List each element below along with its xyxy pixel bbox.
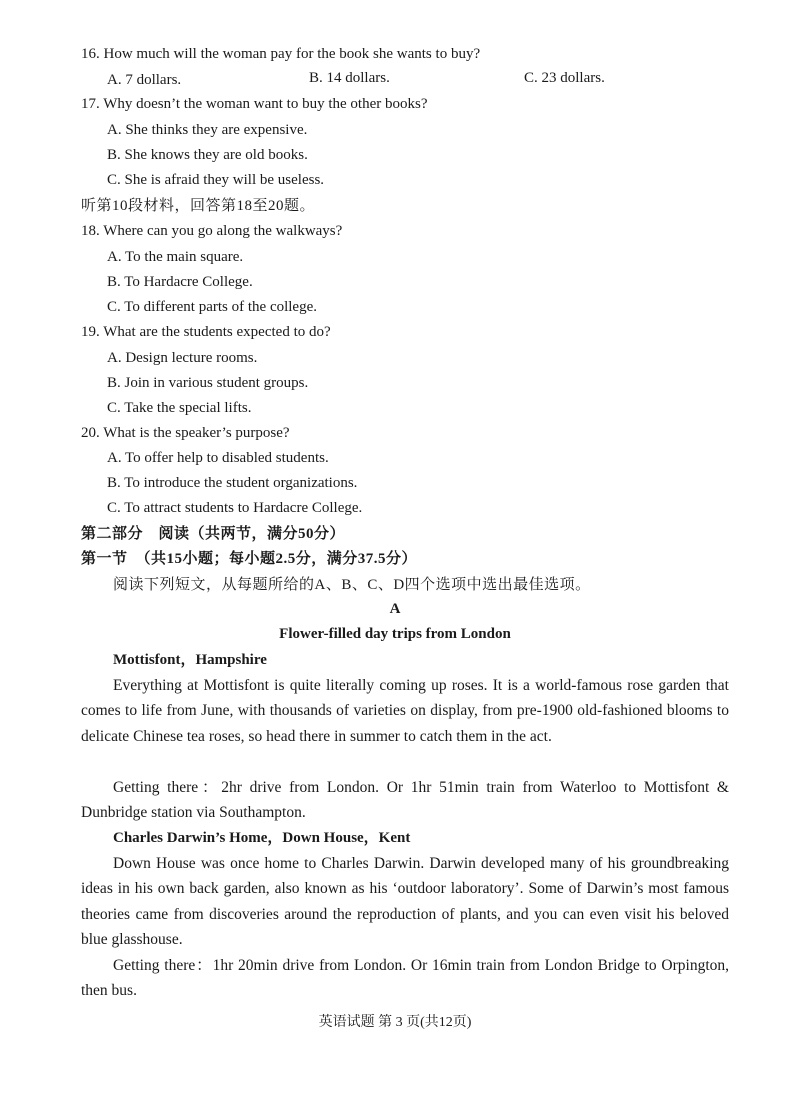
place-heading-down-house: Charles Darwin’s Home，Down House，Kent	[113, 830, 411, 846]
option-20b: B. To introduce the student organizations.	[107, 475, 358, 491]
option-18c: C. To different parts of the college.	[107, 299, 317, 315]
down-house-getting-there	[81, 953, 729, 1004]
option-17b: B. She knows they are old books.	[107, 147, 308, 163]
passage-letter: A	[389, 601, 401, 617]
question-19: 19. What are the students expected to do?	[81, 324, 331, 340]
question-20: 20. What is the speaker’s purpose?	[81, 425, 290, 441]
mottisfont-getting-there	[81, 775, 729, 826]
listening-instruction: 听第10段材料，回答第18至20题。	[81, 198, 316, 214]
down-house-getting-text: Getting there：1hr 20min drive from London. Or 16min train from London Bridge to Orpington, then bus.	[81, 957, 729, 1000]
option-16a: A. 7 dollars.	[107, 72, 182, 88]
question-16: 16. How much will the woman pay for the book she wants to buy?	[81, 46, 481, 62]
option-19b: B. Join in various student groups.	[107, 375, 309, 391]
mottisfont-body: Everything at Mottisfont is quite literally coming up roses. It is a world-famous rose garden that comes to life from June, with thousands of varieties on display, from pre-1900 old-fashioned blooms to delicate Chinese tea roses, so head there in summer to catch them in the act.	[81, 677, 729, 745]
option-19a: A. Design lecture rooms.	[107, 350, 258, 366]
question-18: 18. Where can you go along the walkways?	[81, 223, 343, 239]
option-17a: A. She thinks they are expensive.	[107, 122, 308, 138]
part-two-heading: 第二部分 阅读（共两节，满分50分）	[81, 526, 346, 542]
down-house-description	[81, 851, 729, 953]
option-16b: B. 14 dollars.	[309, 70, 390, 86]
option-18b: B. To Hardacre College.	[107, 274, 253, 290]
section-one-heading: 第一节 （共15小题；每小题2.5分，满分37.5分）	[81, 551, 418, 567]
passage-title: Flower-filled day trips from London	[279, 626, 511, 642]
option-20a: A. To offer help to disabled students.	[107, 450, 329, 466]
option-18a: A. To the main square.	[107, 249, 244, 265]
reading-instruction: 阅读下列短文，从每题所给的A、B、C、D四个选项中选出最佳选项。	[113, 577, 591, 593]
place-heading-mottisfont: Mottisfont，Hampshire	[113, 652, 267, 668]
question-17: 17. Why doesn’t the woman want to buy the other books?	[81, 96, 428, 112]
down-house-body: Down House was once home to Charles Darwin. Darwin developed many of his groundbreaking ideas in his own back garden, also known as his ‘outdoor laboratory’. Some of Darwin’s most famous theories came from discoveries around the reproduction of plants, and you can even visit his beloved blue glasshouse.	[81, 855, 729, 949]
option-20c: C. To attract students to Hardacre College.	[107, 500, 363, 516]
option-19c: C. Take the special lifts.	[107, 400, 252, 416]
option-16c: C. 23 dollars.	[524, 70, 605, 86]
page-footer: 英语试题 第 3 页(共12页)	[318, 1015, 472, 1030]
mottisfont-description	[81, 673, 729, 749]
option-17c: C. She is afraid they will be useless.	[107, 172, 325, 188]
mottisfont-getting-text: Getting there：2hr drive from London. Or 1hr 51min train from Waterloo to Mottisfont & Dunbridge station via Southampton.	[81, 779, 729, 822]
